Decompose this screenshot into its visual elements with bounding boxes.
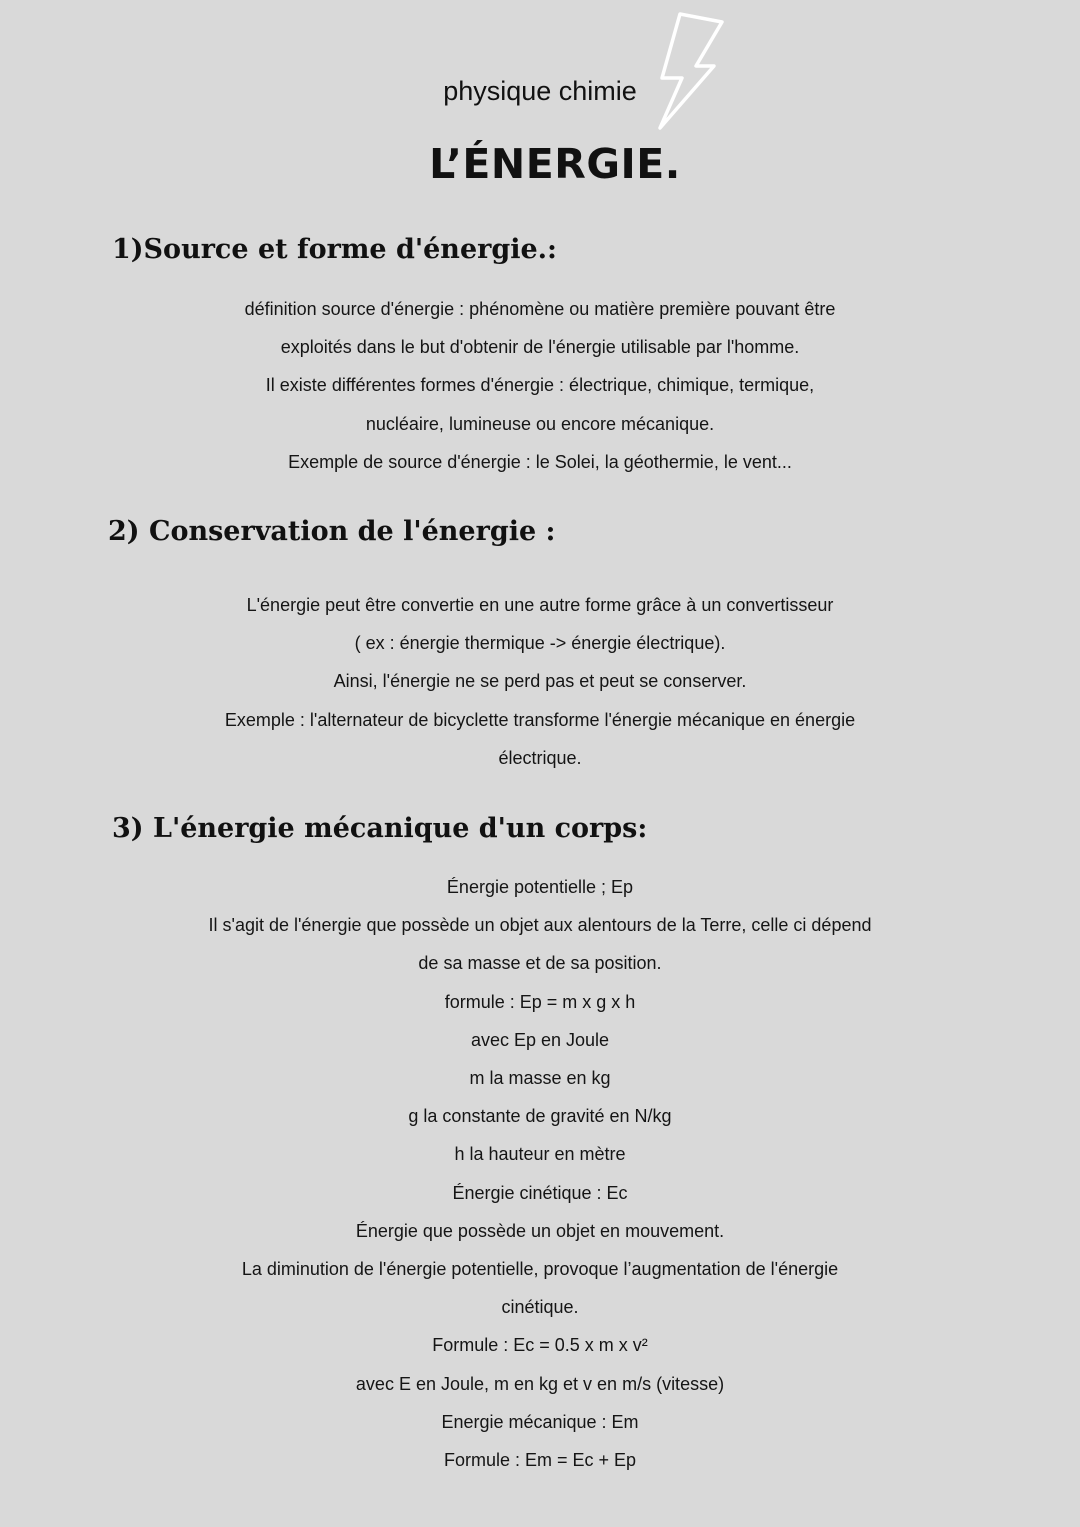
text-line: g la constante de gravité en N/kg: [408, 1106, 672, 1127]
text-line: Exemple : l'alternateur de bicyclette transforme l'énergie mécanique en énergie: [224, 709, 856, 730]
text-line: électrique.: [498, 747, 582, 768]
text-line: Énergie cinétique : Ec: [452, 1182, 628, 1203]
text-line: de sa masse et de sa position.: [418, 953, 662, 974]
text-line: nucléaire, lumineuse ou encore mécanique.: [365, 413, 715, 434]
text-line: avec E en Joule, m en kg et v en m/s (vitesse): [355, 1373, 725, 1394]
text-line: Énergie que possède un objet en mouvement.: [355, 1220, 725, 1241]
section-body-source: [0, 290, 1080, 481]
page-title: L’ÉNERGIE.: [429, 140, 681, 188]
text-line: cinétique.: [501, 1297, 579, 1318]
text-line: Ainsi, l'énergie ne se perd pas et peut se conserver.: [333, 671, 747, 692]
text-line: L'énergie peut être convertie en une autre forme grâce à un convertisseur: [246, 595, 834, 615]
section-heading-mecanique: 3) L'énergie mécanique d'un corps:: [112, 813, 648, 844]
text-line: Énergie potentielle ; Ep: [446, 877, 634, 897]
text-line: exploités dans le but d'obtenir de l'énergie utilisable par l'homme.: [280, 337, 800, 358]
lightning-bolt-icon: [644, 8, 728, 132]
text-line: avec Ep en Joule: [470, 1029, 610, 1050]
section-body-mecanique: [0, 868, 1080, 1479]
text-line: formule : Ep = m x g x h: [444, 991, 636, 1012]
section-body-conservation: [0, 586, 1080, 777]
text-line: m la masse en kg: [469, 1068, 611, 1089]
text-line: Energie mécanique : Em: [441, 1411, 639, 1432]
text-line: définition source d'énergie : phénomène ou matière première pouvant être: [244, 299, 836, 319]
text-line: h la hauteur en mètre: [454, 1144, 626, 1165]
text-line: Il s'agit de l'énergie que possède un objet aux alentours de la Terre, celle ci dépend: [208, 915, 872, 936]
text-line: Exemple de source d'énergie : le Solei, la géothermie, le vent...: [288, 451, 792, 472]
section-heading-conservation: 2) Conservation de l'énergie :: [108, 516, 556, 547]
text-line: ( ex : énergie thermique -> énergie électrique).: [354, 633, 726, 654]
text-line: Formule : Ec = 0.5 x m x v²: [432, 1335, 648, 1356]
text-line: Formule : Em = Ec + Ep: [443, 1450, 637, 1471]
subject-label: physique chimie: [443, 76, 637, 106]
section-heading-source: 1)Source et forme d'énergie.:: [112, 234, 558, 265]
text-line: Il existe différentes formes d'énergie : électrique, chimique, termique,: [265, 375, 815, 396]
text-line: La diminution de l'énergie potentielle, provoque l’augmentation de l'énergie: [241, 1259, 839, 1280]
